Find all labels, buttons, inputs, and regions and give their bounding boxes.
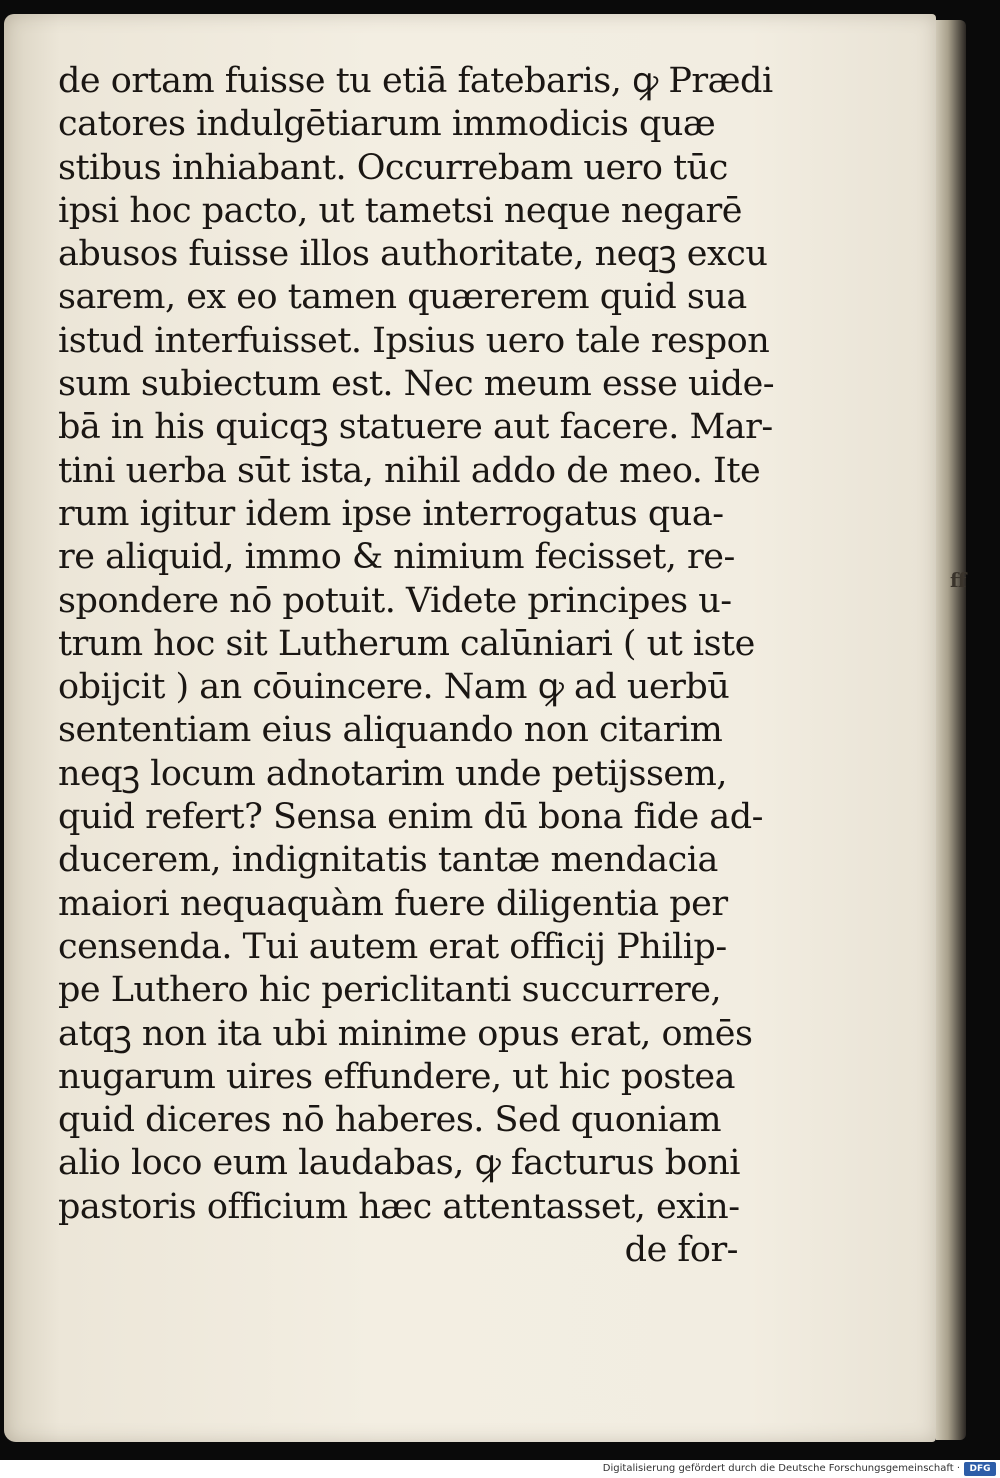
- footer-credit: Digitalisierung gefördert durch die Deutsche Forschungsgemeinschaft ·: [602, 1463, 960, 1474]
- footer-bar: [0, 1460, 1000, 1478]
- text-line: sum subiectum est. Nec meum esse uide-: [58, 364, 775, 405]
- text-line: bā in his quicqꝫ statuere aut facere. Mar-: [58, 407, 773, 448]
- text-line: quid diceres nō haberes. Sed quoniam: [58, 1100, 722, 1141]
- text-line: catores indulgētiarum immodicis quæ: [58, 104, 716, 145]
- text-line: trum hoc sit Lutherum calūniari ( ut iste: [58, 623, 755, 664]
- text-line: censenda. Tui autem erat officij Philip-: [58, 926, 727, 967]
- gutter-mark: ff: [950, 568, 967, 592]
- text-line: istud interfuisset. Ipsius uero tale respon: [58, 320, 770, 361]
- text-line: maiori nequaquàm fuere diligentia per: [58, 883, 728, 924]
- dfg-logo-icon: DFG: [964, 1462, 996, 1476]
- text-line: ipsi hoc pacto, ut tametsi neque negarē: [58, 190, 742, 231]
- text-block: [58, 60, 775, 1272]
- text-line: ducerem, indignitatis tantæ mendacia: [58, 840, 718, 881]
- text-line: rum igitur idem ipse interrogatus qua-: [58, 493, 724, 534]
- text-line: sententiam eius aliquando non citarim: [58, 710, 723, 751]
- text-line: quid refert? Sensa enim dū bona fide ad-: [58, 797, 763, 838]
- text-line: pe Luthero hic periclitanti succurrere,: [58, 970, 722, 1011]
- text-line: spondere nō potuit. Videte principes u-: [58, 580, 732, 621]
- page-edge: [936, 20, 966, 1440]
- text-line: obijcit ) an cōuincere. Nam ꝙ ad uerbū: [58, 667, 730, 708]
- text-line: neqꝫ locum adnotarim unde petijssem,: [58, 753, 727, 794]
- text-line: pastoris officium hæc attentasset, exin-: [58, 1186, 740, 1227]
- text-line: nugarum uires effundere, ut hic postea: [58, 1056, 736, 1097]
- catchword: de for-: [624, 1230, 738, 1271]
- text-line: abusos fuisse illos authoritate, neqꝫ excu: [58, 234, 768, 275]
- text-line: sarem, ex eo tamen quærerem quid sua: [58, 277, 747, 318]
- text-line: tini uerba sūt ista, nihil addo de meo. Ite: [58, 450, 761, 491]
- text-line: de ortam fuisse tu etiā fatebaris, ꝙ Prædi: [58, 61, 773, 101]
- text-line: atqꝫ non ita ubi minime opus erat, omēs: [58, 1013, 753, 1054]
- text-line: re aliquid, immo & nimium fecisset, re-: [58, 537, 735, 578]
- text-line: stibus inhiabant. Occurrebam uero tūc: [58, 147, 728, 188]
- text-line: alio loco eum laudabas, ꝙ facturus boni: [58, 1143, 740, 1184]
